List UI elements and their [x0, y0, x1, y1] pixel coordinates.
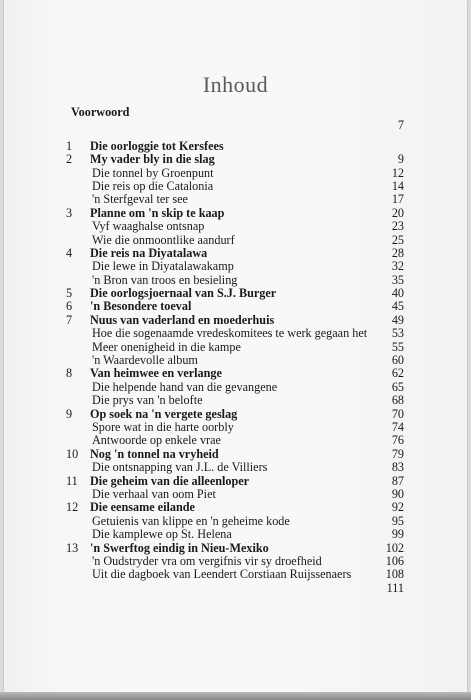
toc-entry-page: 53 — [391, 326, 404, 341]
page-title: Inhoud — [202, 72, 269, 97]
toc-entry-page: 35 — [391, 272, 404, 287]
toc-entry — [66, 287, 404, 300]
toc-entry-number: 8 — [66, 366, 73, 381]
toc-entry-page: 40 — [391, 286, 404, 301]
toc-entry — [66, 207, 404, 220]
toc-entry — [66, 488, 404, 501]
toc-entry-title: Die ontsnapping van J.L. de Villiers — [92, 460, 268, 475]
toc-entry — [66, 341, 404, 354]
toc-entry-page: 28 — [391, 245, 404, 260]
toc-entry — [66, 167, 404, 180]
toc-entry — [66, 421, 404, 434]
toc-entry-number: 6 — [66, 299, 73, 314]
toc-entry-page: 102 — [385, 540, 404, 555]
toc-foreword-page-row — [66, 119, 404, 132]
toc-entry — [66, 408, 404, 421]
toc-entry-title: Meer onenigheid in die kampe — [92, 339, 241, 354]
toc-entry-title: Spore wat in die harte oorbly — [92, 419, 234, 434]
toc-entry-page: 99 — [391, 527, 404, 542]
toc-entry-page: 65 — [391, 379, 404, 394]
toc-entry-page: 108 — [385, 567, 404, 582]
toc-entry — [66, 367, 404, 380]
toc-entry-title: Die prys van 'n belofte — [92, 393, 203, 408]
toc-entry-title: Die tonnel by Groenpunt — [92, 165, 214, 180]
page-bottom-edge — [0, 692, 471, 700]
toc-entry-page: 14 — [391, 178, 404, 193]
toc-entry-title: 'n Bron van troos en besieling — [92, 272, 238, 287]
toc-entry-page: 76 — [391, 433, 404, 448]
toc-entry — [66, 475, 404, 488]
toc-entry-page: 68 — [391, 393, 404, 408]
toc-entry-page: 9 — [397, 152, 404, 167]
toc-entry-title: Die geheim van die alleenloper — [90, 473, 250, 488]
toc-entry-number: 12 — [66, 500, 79, 515]
toc-entry-number: 5 — [66, 286, 73, 301]
toc-entry — [66, 354, 404, 367]
toc-entry — [66, 515, 404, 528]
toc-entry-title: Die kamplewe op St. Helena — [92, 527, 232, 542]
toc-entry-title: Die oorloggie tot Kersfees — [90, 138, 224, 153]
toc-entry — [66, 555, 404, 568]
toc-entry-page: 17 — [391, 192, 404, 207]
toc-entry-page: 90 — [391, 486, 404, 501]
toc-entry — [66, 582, 404, 595]
toc-entry — [66, 153, 404, 166]
toc-entry — [66, 568, 404, 581]
toc-entry-title: Op soek na 'n vergete geslag — [90, 406, 238, 421]
toc-entry-title: 'n Besondere toeval — [90, 299, 192, 314]
toc-entry-title: Planne om 'n skip te kaap — [90, 205, 225, 220]
toc-entry-page: 62 — [391, 366, 404, 381]
toc-entry-number: 2 — [66, 152, 73, 167]
toc-entry-page: 20 — [391, 205, 404, 220]
toc-entry-number: 1 — [66, 138, 73, 153]
toc-entry-page: 60 — [391, 353, 404, 368]
toc-entry-title: 'n Sterfgeval ter see — [92, 192, 188, 207]
toc-entry — [66, 461, 404, 474]
toc-entry-number: 7 — [66, 312, 73, 327]
toc-entry — [66, 434, 404, 447]
toc-entry-title: Hoe die sogenaamde vredeskomitees te werk gegaan het — [92, 326, 368, 341]
toc-entry-page: 49 — [391, 312, 404, 327]
toc-entry-title: Die eensame eilande — [90, 500, 195, 515]
toc-entry-title: Die oorlogsjoernaal van S.J. Burger — [90, 286, 277, 301]
toc-entry-page: 74 — [391, 419, 404, 434]
toc-entry-title: 'n Swerftog eindig in Nieu-Mexiko — [90, 540, 269, 555]
toc-entry-title: Nog 'n tonnel na vryheid — [90, 446, 219, 461]
toc-entry-title: My vader bly in die slag — [90, 152, 215, 167]
toc-entry-title: Antwoorde op enkele vrae — [92, 433, 221, 448]
toc-entry-title: 'n Waardevolle album — [92, 353, 198, 368]
toc-foreword-label: Voorwoord — [71, 105, 130, 119]
toc-entry-page: 45 — [391, 299, 404, 314]
toc-entry-page: 83 — [391, 460, 404, 475]
toc-entry — [66, 448, 404, 461]
toc-entry-number: 3 — [66, 205, 73, 220]
toc-entry — [66, 247, 404, 260]
toc-entry-page: 111 — [386, 580, 404, 595]
toc-entry — [66, 381, 404, 394]
toc-entry-number: 9 — [66, 406, 73, 421]
toc-entry-page: 95 — [391, 513, 404, 528]
toc-entry — [66, 220, 404, 233]
toc-entry-page: 55 — [391, 339, 404, 354]
toc-entry-title: Van heimwee en verlange — [90, 366, 222, 381]
toc-entry — [66, 314, 404, 327]
toc-entry-number: 11 — [66, 473, 78, 488]
toc-entry — [66, 327, 404, 340]
toc-entry-page: 32 — [391, 259, 404, 274]
toc-entry-title: Nuus van vaderland en moederhuis — [90, 312, 275, 327]
toc-entry-page: 92 — [391, 500, 404, 515]
toc-entry-title: 'n Oudstryder vra om vergifnis vir sy droefheid — [92, 553, 322, 568]
toc-entry-title: Die reis na Diyatalawa — [90, 245, 208, 260]
book-page — [4, 0, 467, 692]
toc-entry — [66, 542, 404, 555]
toc-entry — [66, 501, 404, 514]
toc-entry-page: 106 — [385, 553, 404, 568]
toc-entry-page: 12 — [391, 165, 404, 180]
toc-entry — [66, 274, 404, 287]
toc-foreword-page: 7 — [397, 118, 404, 133]
toc-entry — [66, 234, 404, 247]
toc-entry-number: 13 — [66, 540, 79, 555]
toc-entry-page: 70 — [391, 406, 404, 421]
toc-entry — [66, 260, 404, 273]
toc-entry-number: 4 — [66, 245, 73, 260]
toc-entry-page: 25 — [391, 232, 404, 247]
toc-entry-page: 79 — [391, 446, 404, 461]
toc-entry-title: Die reis op die Catalonia — [92, 178, 214, 193]
table-of-contents — [66, 106, 404, 595]
toc-entry-title: Vyf waaghalse ontsnap — [92, 219, 205, 234]
toc-entry-title: Uit die dagboek van Leendert Corstiaan Ruijssenaers — [92, 567, 352, 582]
toc-entry-title: Die verhaal van oom Piet — [92, 486, 216, 501]
toc-entry-title: Wie die onmoontlike aandurf — [92, 232, 235, 247]
toc-foreword — [66, 106, 404, 119]
toc-entry — [66, 394, 404, 407]
toc-entry-number: 10 — [66, 446, 79, 461]
toc-entry-title: Getuienis van klippe en 'n geheime kode — [92, 513, 290, 528]
toc-entry — [66, 140, 404, 153]
toc-entry — [66, 180, 404, 193]
toc-entry — [66, 528, 404, 541]
toc-entry-title: Die lewe in Diyatalawakamp — [92, 259, 234, 274]
toc-entry — [66, 193, 404, 206]
toc-entry-page: 87 — [391, 473, 404, 488]
toc-entry — [66, 300, 404, 313]
toc-entry-title: Die helpende hand van die gevangene — [92, 379, 278, 394]
toc-entry-page: 23 — [391, 219, 404, 234]
